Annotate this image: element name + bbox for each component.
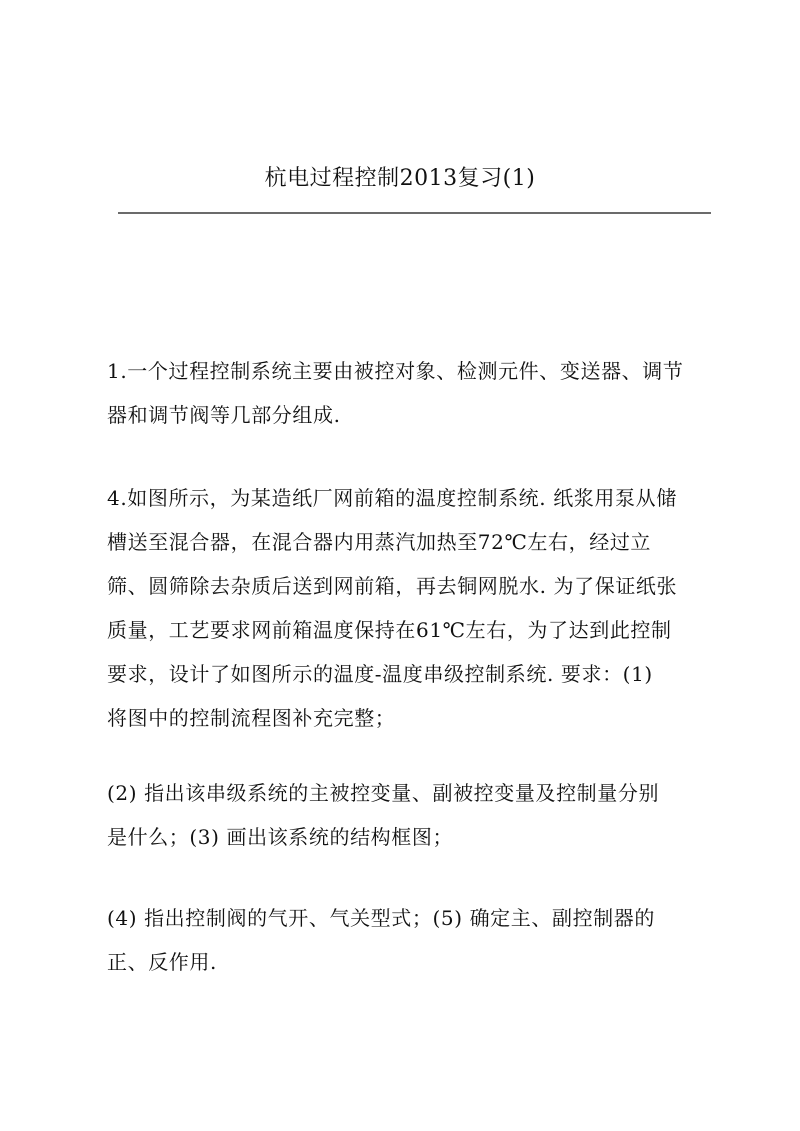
paragraph-line: 1.一个过程控制系统主要由被控对象、检测元件、变送器、调节: [107, 359, 684, 383]
paragraph-line: 4.如图所示，为某造纸厂网前箱的温度控制系统. 纸浆用泵从储: [107, 486, 677, 510]
document-title: 杭电过程控制2013复习(1): [264, 166, 536, 191]
paragraph-line: 正、反作用.: [107, 950, 217, 974]
title-divider: [118, 212, 711, 214]
paragraph-line: (4) 指出控制阀的气开、气关型式；(5) 确定主、副控制器的: [107, 906, 655, 930]
paragraph-line: 槽送至混合器，在混合器内用蒸汽加热至72℃左右，经过立: [107, 530, 652, 554]
paragraph-subquestions-4-5: [107, 896, 710, 984]
paragraph-line: 筛、圆筛除去杂质后送到网前箱，再去铜网脱水. 为了保证纸张: [107, 574, 678, 598]
paragraph-line: 要求，设计了如图所示的温度-温度串级控制系统. 要求：(1): [107, 662, 653, 686]
paragraph-line: 将图中的控制流程图补充完整；: [107, 706, 396, 730]
paragraph-question-4: [107, 476, 710, 740]
paragraph-line: 是什么；(3) 画出该系统的结构框图；: [107, 825, 454, 849]
paragraph-line: 器和调节阀等几部分组成.: [107, 403, 341, 427]
paragraph-subquestions-2-3: [107, 771, 710, 859]
paragraph-line: 质量，工艺要求网前箱温度保持在61℃左右，为了达到此控制: [107, 618, 672, 642]
paragraph-line: (2) 指出该串级系统的主被控变量、副被控变量及控制量分别: [107, 781, 660, 805]
paragraph-question-1: [107, 349, 710, 437]
